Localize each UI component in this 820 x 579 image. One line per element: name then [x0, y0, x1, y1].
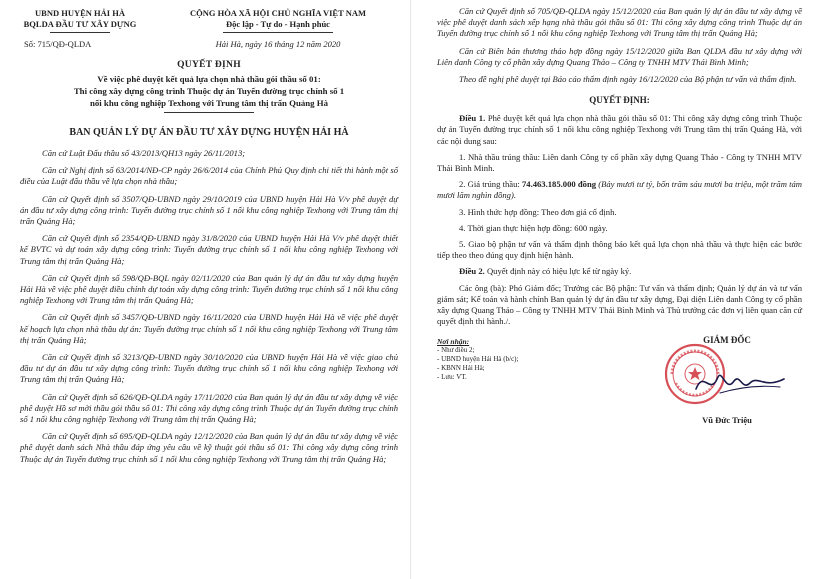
signer-block: [652, 335, 802, 425]
consideration-item: Căn cứ Quyết định số 626/QĐ-QLDA ngày 17/11/2020 của Ban quản lý dự án đầu tư xây dựng về việc phê duyệt Hồ sơ mời thầu gói thầu số 01: Thi công xây dựng công trình Thuộc dự án Tuyến đường trục chính số 1 nối khu công nghiệp Texhong với Trung tâm thị trấn Quảng Hà;: [20, 391, 398, 425]
consideration-item: Căn cứ Quyết định số 2354/QĐ-UBND ngày 31/8/2020 của UBND huyện Hải Hà V/v phê duyệt thiết kế BVTC và dự toán xây dựng công trình: Tuyến đường trục chính số 1 nối khu công nghiệp Texhong với Trung tâm thị trấn Quảng Hà;: [20, 233, 398, 266]
execution-clause: Các ông (bà): Phó Giám đốc; Trưởng các Bộ phận: Tư vấn và thẩm định; Quản lý dự án và tư vấn giám sát; Kế toán và hành chính Ban quản lý dự án đầu tư xây dựng, Đại diện Liên danh Công ty cổ phần xây dựng Quang Thảo – Công ty TNHH MTV Thái Bình Minh và Thủ trưởng các đơn vị liên quan căn cứ quyết định thi hành./.: [437, 282, 802, 327]
article-1-item-5: 5. Giao bộ phận tư vấn và thẩm định thông báo kết quả lựa chọn nhà thầu và thực hiện các bước tiếp theo theo đúng quy định hiện hành.: [437, 239, 802, 261]
price-label: 2. Giá trúng thầu:: [459, 179, 522, 190]
motto-underline: [223, 32, 333, 33]
recipient-item: - Lưu: VT.: [437, 373, 467, 382]
consideration-item: Căn cứ Quyết định số 3507/QĐ-UBND ngày 29/10/2019 của UBND huyện Hải Hà V/v phê duyệt dự án đầu tư xây dựng công trình: Tuyến đường trục chính số 1 nối khu công nghiệp Texhong với Trung tâm thị trấn Quảng Hà;: [20, 193, 398, 227]
subject-underline: [164, 112, 254, 113]
consideration-item: Căn cứ Quyết định số 3457/QĐ-UBND ngày 16/11/2020 của UBND huyện Hải Hà về việc phê duyệt kế hoạch lựa chọn nhà thầu dự án: Tuyến đường trục chính số 1 nối khu công nghiệp Texhong với Trung tâm thị trấn Quảng Hà;: [20, 312, 398, 345]
consideration-item: Theo đề nghị phê duyệt tại Báo cáo thẩm định ngày 16/12/2020 của Bộ phận tư vấn và thẩm định.: [459, 74, 797, 85]
consideration-item: Căn cứ Biên bản thương thảo hợp đồng ngày 15/12/2020 giữa Ban QLDA đầu tư xây dựng với Liên danh Công ty cổ phần xây dựng Quang Thảo – Công ty TNHH MTV Thái Bình Minh;: [437, 45, 802, 67]
signature-area: [437, 335, 802, 425]
issuer-name: BAN QUẢN LÝ DỰ ÁN ĐẦU TƯ XÂY DỰNG HUYỆN HẢI HÀ: [69, 127, 349, 138]
agency-block: [20, 8, 140, 50]
agency-line-1: UBND HUYỆN HẢI HÀ: [35, 8, 125, 18]
document-subject: [20, 73, 398, 109]
consideration-item: Căn cứ Quyết định số 705/QĐ-QLDA ngày 15/12/2020 của Ban quản lý dự án đầu tư xây dựng về việc phê duyệt danh sách xếp hạng nhà thầu gói thầu số 01: Thi công xây dựng công trình Thuộc dự án Tuyến đường trục chính số 1 nối khu công nghiệp Texhong với Trung tâm thị trấn Quảng Hà;: [437, 6, 802, 39]
nation-motto: Độc lập - Tự do - Hạnh phúc: [226, 19, 330, 29]
document-title: QUYẾT ĐỊNH: [177, 60, 241, 70]
consideration-item: Căn cứ Quyết định số 695/QĐ-QLDA ngày 12/12/2020 của Ban quản lý dự án đầu tư xây dựng về việc phê duyệt danh sách Nhà thầu đáp ứng yêu cầu về kỹ thuật gói thầu số 01: Thi công xây dựng công trình Thuộc dự án Tuyến đường trục chính số 1 nối khu công nghiệp Texhong với Trung tâm thị trấn Quảng Hà;: [20, 431, 398, 464]
article-2: [437, 266, 802, 277]
signer-name: Vũ Đức Triệu: [702, 415, 752, 426]
article-1-item-3: 3. Hình thức hợp đồng: Theo đơn giá cố định.: [459, 206, 617, 217]
consideration-item: Căn cứ Quyết định số 3213/QĐ-UBND ngày 30/10/2020 của UBND huyện Hải Hà về việc giao chủ đầu tư dự án đầu tư xây dựng công trình: Tuyến đường trục chính số 1 nối khu công nghiệp Texhong với Trung tâm thị trấn Quảng Hà;: [20, 352, 398, 385]
recipient-item: - KBNN Hải Hà;: [437, 364, 485, 373]
consideration-item: Căn cứ Quyết định số 598/QĐ-BQL ngày 02/11/2020 của Ban quản lý dự án đầu tư xây dựng huyện Hải Hà về việc phê duyệt điều chỉnh dự toán xây dựng công trình: Tuyến đường trục chính số 1 nối khu công nghiệp Texhong với Trung tâm thị trấn Quảng Hà;: [20, 272, 398, 306]
consideration-item: Căn cứ Luật Đấu thầu số 43/2013/QH13 ngày 26/11/2013;: [42, 148, 246, 158]
subject-line-2: Thi công xây dựng công trình Thuộc dự án Tuyến đường trục chính số 1: [73, 86, 345, 96]
price-in-words: (Bảy mươi tư tỷ, bốn trăm sáu mươi ba triệu, một trăm tám mươi lăm nghìn đồng).: [437, 179, 802, 201]
recipient-item: - UBND huyện Hải Hà (b/c);: [437, 355, 519, 364]
agency-underline: [50, 32, 110, 33]
decide-heading: QUYẾT ĐỊNH:: [589, 95, 650, 106]
article-2-label: Điều 2.: [459, 266, 485, 277]
subject-line-3: nối khu công nghiệp Texhong với Trung tâm thị trấn Quảng Hà: [90, 98, 328, 108]
article-2-text: Quyết định này có hiệu lực kể từ ngày ký.: [486, 266, 632, 277]
article-1-item-2: [437, 179, 802, 201]
consideration-item: Căn cứ Nghị định số 63/2014/NĐ-CP ngày 26/6/2014 của Chính Phủ Quy định chi tiết thi hành một số điều của Luật đấu thầu về lựa chọn nhà thầu;: [20, 165, 398, 187]
article-1-item-4: 4. Thời gian thực hiện hợp đồng: 600 ngày.: [459, 222, 608, 233]
article-1-label: Điều 1.: [459, 113, 486, 124]
considerations-left: [20, 148, 398, 465]
article-1-intro: Phê duyệt kết quả lựa chọn nhà thầu gói thầu số 01: Thi công xây dựng công trình Thuộc dự án Tuyến đường trục chính số 1 nối khu công nghiệp Texhong với Trung tâm thị trấn Quảng Hà, với các nội dung sau:: [437, 113, 803, 146]
agency-line-2: BQLDA ĐẦU TƯ XÂY DỰNG: [23, 19, 137, 29]
place-date: Hải Hà, ngày 16 tháng 12 năm 2020: [215, 39, 341, 49]
articles: [437, 113, 802, 327]
signer-role: GIÁM ĐỐC: [703, 335, 751, 346]
article-1-item-1: 1. Nhà thầu trúng thầu: Liên danh Công ty cổ phần xây dựng Quang Thảo - Công ty TNHH MTV Thái Bình Minh.: [437, 151, 802, 174]
handwritten-signature-icon: [690, 363, 790, 403]
considerations-right: [437, 6, 802, 85]
subject-line-1: Về việc phê duyệt kết quả lựa chọn nhà thầu gói thầu số 01:: [97, 74, 321, 84]
nation-block: [158, 8, 398, 50]
recipient-item: - Như điều 2;: [437, 346, 475, 355]
recipients: [437, 335, 587, 425]
page-2: [410, 0, 820, 579]
price-value: 74.463.185.000 đồng: [521, 179, 597, 190]
document-number: Số: 715/QĐ-QLDA: [24, 39, 92, 49]
recipients-label: Nơi nhận:: [437, 337, 470, 347]
article-1: [437, 113, 802, 147]
nation-name: CỘNG HÒA XÃ HỘI CHỦ NGHĨA VIỆT NAM: [189, 8, 367, 18]
document-header: [20, 8, 398, 50]
